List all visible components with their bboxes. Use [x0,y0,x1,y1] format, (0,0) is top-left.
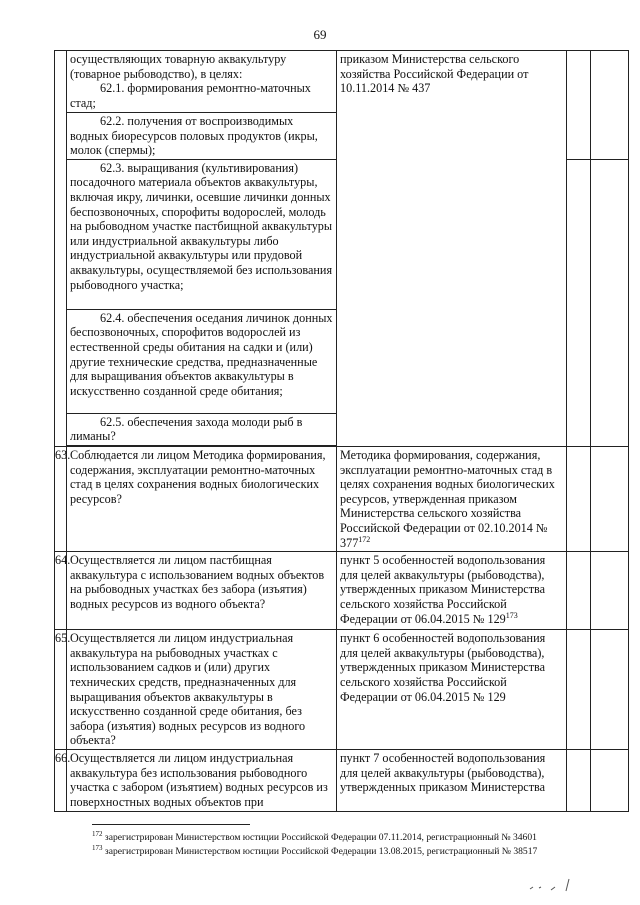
footnote-173 [92,845,612,859]
question-cell [67,159,337,309]
empty-cell [567,750,591,812]
footnote-ref-173: 173 [505,610,518,620]
empty-cell [567,51,591,160]
handwritten-mark [528,875,588,895]
question-cell [67,309,337,413]
reference-text: Методика формирования, содержания, эксплуатации ремонтно-маточных стад в целях сохранения водных биологических ресурсов, утвержденная приказом Министерства сельского хозяйства Российской Федерации от 02.10.2014 № 377 [340,447,555,550]
question-text: Осуществляется ли лицом индустриальная аквакультура на рыбоводных участках с использованием садков и (или) других технических средств, предназначенных для выращивания объектов аквакультуры в искусственно созданной среде обитания, без забора (изъятия) водных ресурсов из водного объекта? [70,631,306,748]
reference-cell [337,51,567,447]
question-text-62-1: 62.1. формирования ремонтно-маточных стад; [70,81,311,110]
table-row-64 [55,552,629,630]
question-cell [67,413,337,445]
table-row-63 [55,446,629,551]
question-cell [67,630,337,750]
reference-cell [337,552,567,630]
empty-cell [591,446,629,551]
question-text: Осуществляется ли лицом индустриальная аквакультура без использования рыбоводного участка с забором (изъятием) водных ресурсов из поверхностных водных объектов при [70,751,328,809]
question-text: Соблюдается ли лицом Методика формирования, содержания, эксплуатации ремонтно-маточных стад в целях сохранения водных биологических ресурсов? [70,447,326,506]
reference-text: пункт 6 особенностей водопользования для целей аквакультуры (рыбоводства), утвержденных приказом Министерства сельского хозяйства Российской Федерации от 06.04.2015 № 129 [340,631,546,704]
empty-cell [591,750,629,812]
row-number: 65. [55,630,67,750]
empty-cell [567,552,591,630]
reference-cell [337,630,567,750]
empty-cell [567,159,591,446]
table-row-65 [55,630,629,750]
row-number: 66. [55,750,67,812]
empty-cell [591,552,629,630]
reference-text: пункт 5 особенностей водопользования для целей аквакультуры (рыбоводства), утвержденных приказом Министерства сельского хозяйства Российской Федерации от 06.04.2015 № 129 [340,553,546,626]
empty-cell [567,630,591,750]
question-text-62-5: 62.5. обеспечения захода молоди рыб в лиманы? [70,414,303,444]
footnote-text: зарегистрирован Министерством юстиции Российской Федерации 13.08.2015, регистрационный № 38517 [104,846,538,857]
reference-cell [337,446,567,551]
empty-cell [567,446,591,551]
question-text: Осуществляется ли лицом пастбищная аквакультура с использованием водных объектов на рыбоводных участках без забора (изъятия) водных ресурсов из водного объекта? [70,553,325,611]
question-text-62-3: 62.3. выращивания (культивирования) посадочного материала объектов аквакультуры, включая икру, личинки, осевшие личинки донных беспозвоночных, спорофиты водорослей, молодь на рыбоводном участке пастбищной аквакультуры или индустриальной аквакультуры либо индустриальной аквакультуры или прудовой аквакультуры, осуществляемой без использования рыбоводного участка; [70,160,333,292]
reference-cell [337,750,567,812]
footnote-172 [92,831,612,845]
footnote-ref-172: 172 [358,534,371,544]
question-cell [67,750,337,812]
empty-cell [591,630,629,750]
footnote-text: зарегистрирован Министерством юстиции Российской Федерации 07.11.2014, регистрационный № 34601 [104,832,537,843]
checklist-table [54,50,629,812]
question-text-62-4: 62.4. обеспечения оседания личинок донных беспозвоночных, спорофитов водорослей из естественной среды обитания на садки и (или) другие технические средства, предназначенные для выращивания объектов аквакультуры в искусственно созданной среде обитания; [70,310,333,398]
footnotes [92,824,612,859]
footnote-mark: 172 [92,829,103,838]
page-number: 69 [313,27,327,42]
empty-cell [591,159,629,446]
question-cell [67,113,337,160]
question-cell [67,51,337,113]
question-text-intro: осуществляющих товарную аквакультуру (товарное рыбоводство), в целях: [70,52,287,81]
question-text-62-2: 62.2. получения от воспроизводимых водных биоресурсов половых продуктов (икры, молок (спермы); [70,114,318,158]
reference-text: пункт 7 особенностей водопользования для целей аквакультуры (рыбоводства), утвержденных приказом Министерства [340,751,546,795]
reference-text: приказом Министерства сельского хозяйства Российской Федерации от 10.11.2014 № 437 [340,52,529,96]
question-cell [67,446,337,551]
question-cell [67,552,337,630]
table-row-66 [55,750,629,812]
row-number: 63. [55,446,67,551]
row-number-cell [55,51,67,447]
footnote-divider [92,824,250,825]
empty-cell [591,51,629,160]
row-number: 64. [55,552,67,630]
footnote-mark: 173 [92,843,103,852]
table-row-62-part-1 [55,51,629,113]
